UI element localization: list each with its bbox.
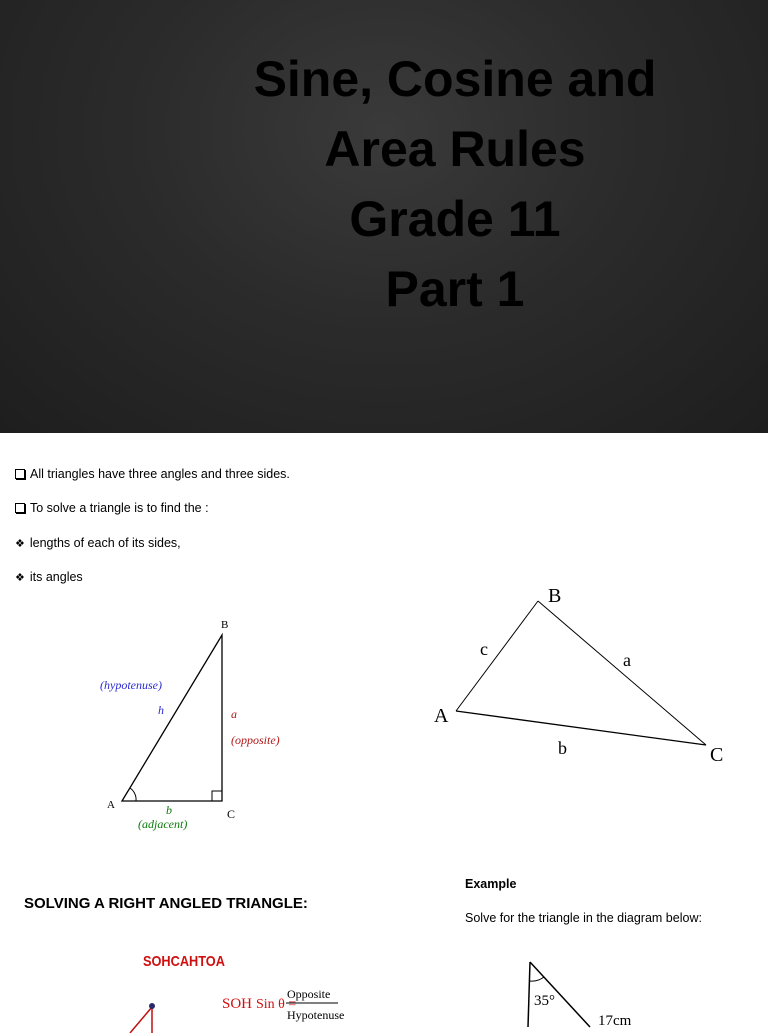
- side-b-line: [456, 711, 706, 745]
- hypotenuse-letter: h: [158, 703, 164, 717]
- section-heading: SOLVING A RIGHT ANGLED TRIANGLE:: [24, 895, 308, 912]
- fragment-line: [130, 1007, 152, 1033]
- diamond-bullet-icon: ❖: [15, 538, 25, 550]
- example-instruction: Solve for the triangle in the diagram below:: [465, 911, 702, 925]
- soh-denominator: Hypotenuse: [287, 1008, 345, 1022]
- title-line-2: Area Rules: [324, 121, 586, 177]
- soh-formula: [220, 981, 350, 1024]
- cover-slide: [0, 0, 768, 433]
- example-side-label: 17cm: [598, 1013, 632, 1029]
- diamond-bullet-icon: ❖: [15, 572, 25, 584]
- cover-title: [160, 44, 750, 324]
- adjacent-label: (adjacent): [138, 817, 188, 831]
- example-triangle-diagram: [520, 959, 670, 1029]
- bullet-item: [15, 467, 290, 481]
- title-line-1: Sine, Cosine and: [253, 51, 657, 107]
- soh-lhs: Sin θ =: [256, 997, 297, 1012]
- angle-arc: [130, 788, 136, 801]
- hypotenuse-label: (hypotenuse): [100, 678, 162, 692]
- checkbox-bullet-icon: [15, 469, 25, 479]
- side-a-line: [538, 601, 706, 745]
- vertex-c-label: C: [710, 744, 724, 766]
- checkbox-bullet-icon: [15, 503, 25, 513]
- vertex-a-label: A: [434, 705, 449, 727]
- title-line-4: Part 1: [385, 261, 525, 317]
- vertex-b-label: B: [548, 585, 562, 607]
- general-triangle-diagram: [420, 573, 750, 773]
- bullet-item: [15, 501, 209, 515]
- content-page: [0, 433, 768, 1029]
- fragment-dot: [149, 1003, 155, 1009]
- bullet-item: [15, 536, 181, 550]
- sohcahtoa-triangle-fragment: [120, 993, 170, 1033]
- right-triangle-shape: [122, 635, 222, 801]
- right-triangle-diagram: [90, 613, 280, 843]
- opposite-letter: a: [231, 707, 237, 721]
- bullet-text: All triangles have three angles and three sides.: [30, 467, 290, 481]
- sohcahtoa-mnemonic: SOHCAHTOA: [143, 953, 225, 970]
- vertex-b-label: B: [221, 619, 229, 631]
- example-label: Example: [465, 877, 517, 891]
- example-triangle-side: [528, 962, 530, 1027]
- title-line-3: Grade 11: [349, 191, 561, 247]
- side-a-label: a: [623, 650, 631, 670]
- bullet-item: [15, 570, 83, 584]
- adjacent-letter: b: [166, 803, 172, 817]
- side-b-label: b: [558, 738, 567, 758]
- soh-abbr: SOH: [222, 996, 253, 1012]
- right-angle-marker: [212, 791, 222, 801]
- bullet-text: its angles: [29, 570, 83, 584]
- example-angle-arc: [530, 977, 544, 981]
- side-c-label: c: [480, 639, 488, 659]
- bullet-text: To solve a triangle is to find the :: [30, 501, 209, 515]
- side-c-line: [456, 601, 538, 711]
- vertex-c-label: C: [227, 807, 236, 821]
- soh-numerator: Opposite: [287, 987, 331, 1001]
- vertex-a-label: A: [107, 799, 115, 811]
- bullet-text: lengths of each of its sides,: [29, 536, 181, 550]
- opposite-label: (opposite): [231, 733, 280, 747]
- example-angle-label: 35°: [534, 993, 555, 1009]
